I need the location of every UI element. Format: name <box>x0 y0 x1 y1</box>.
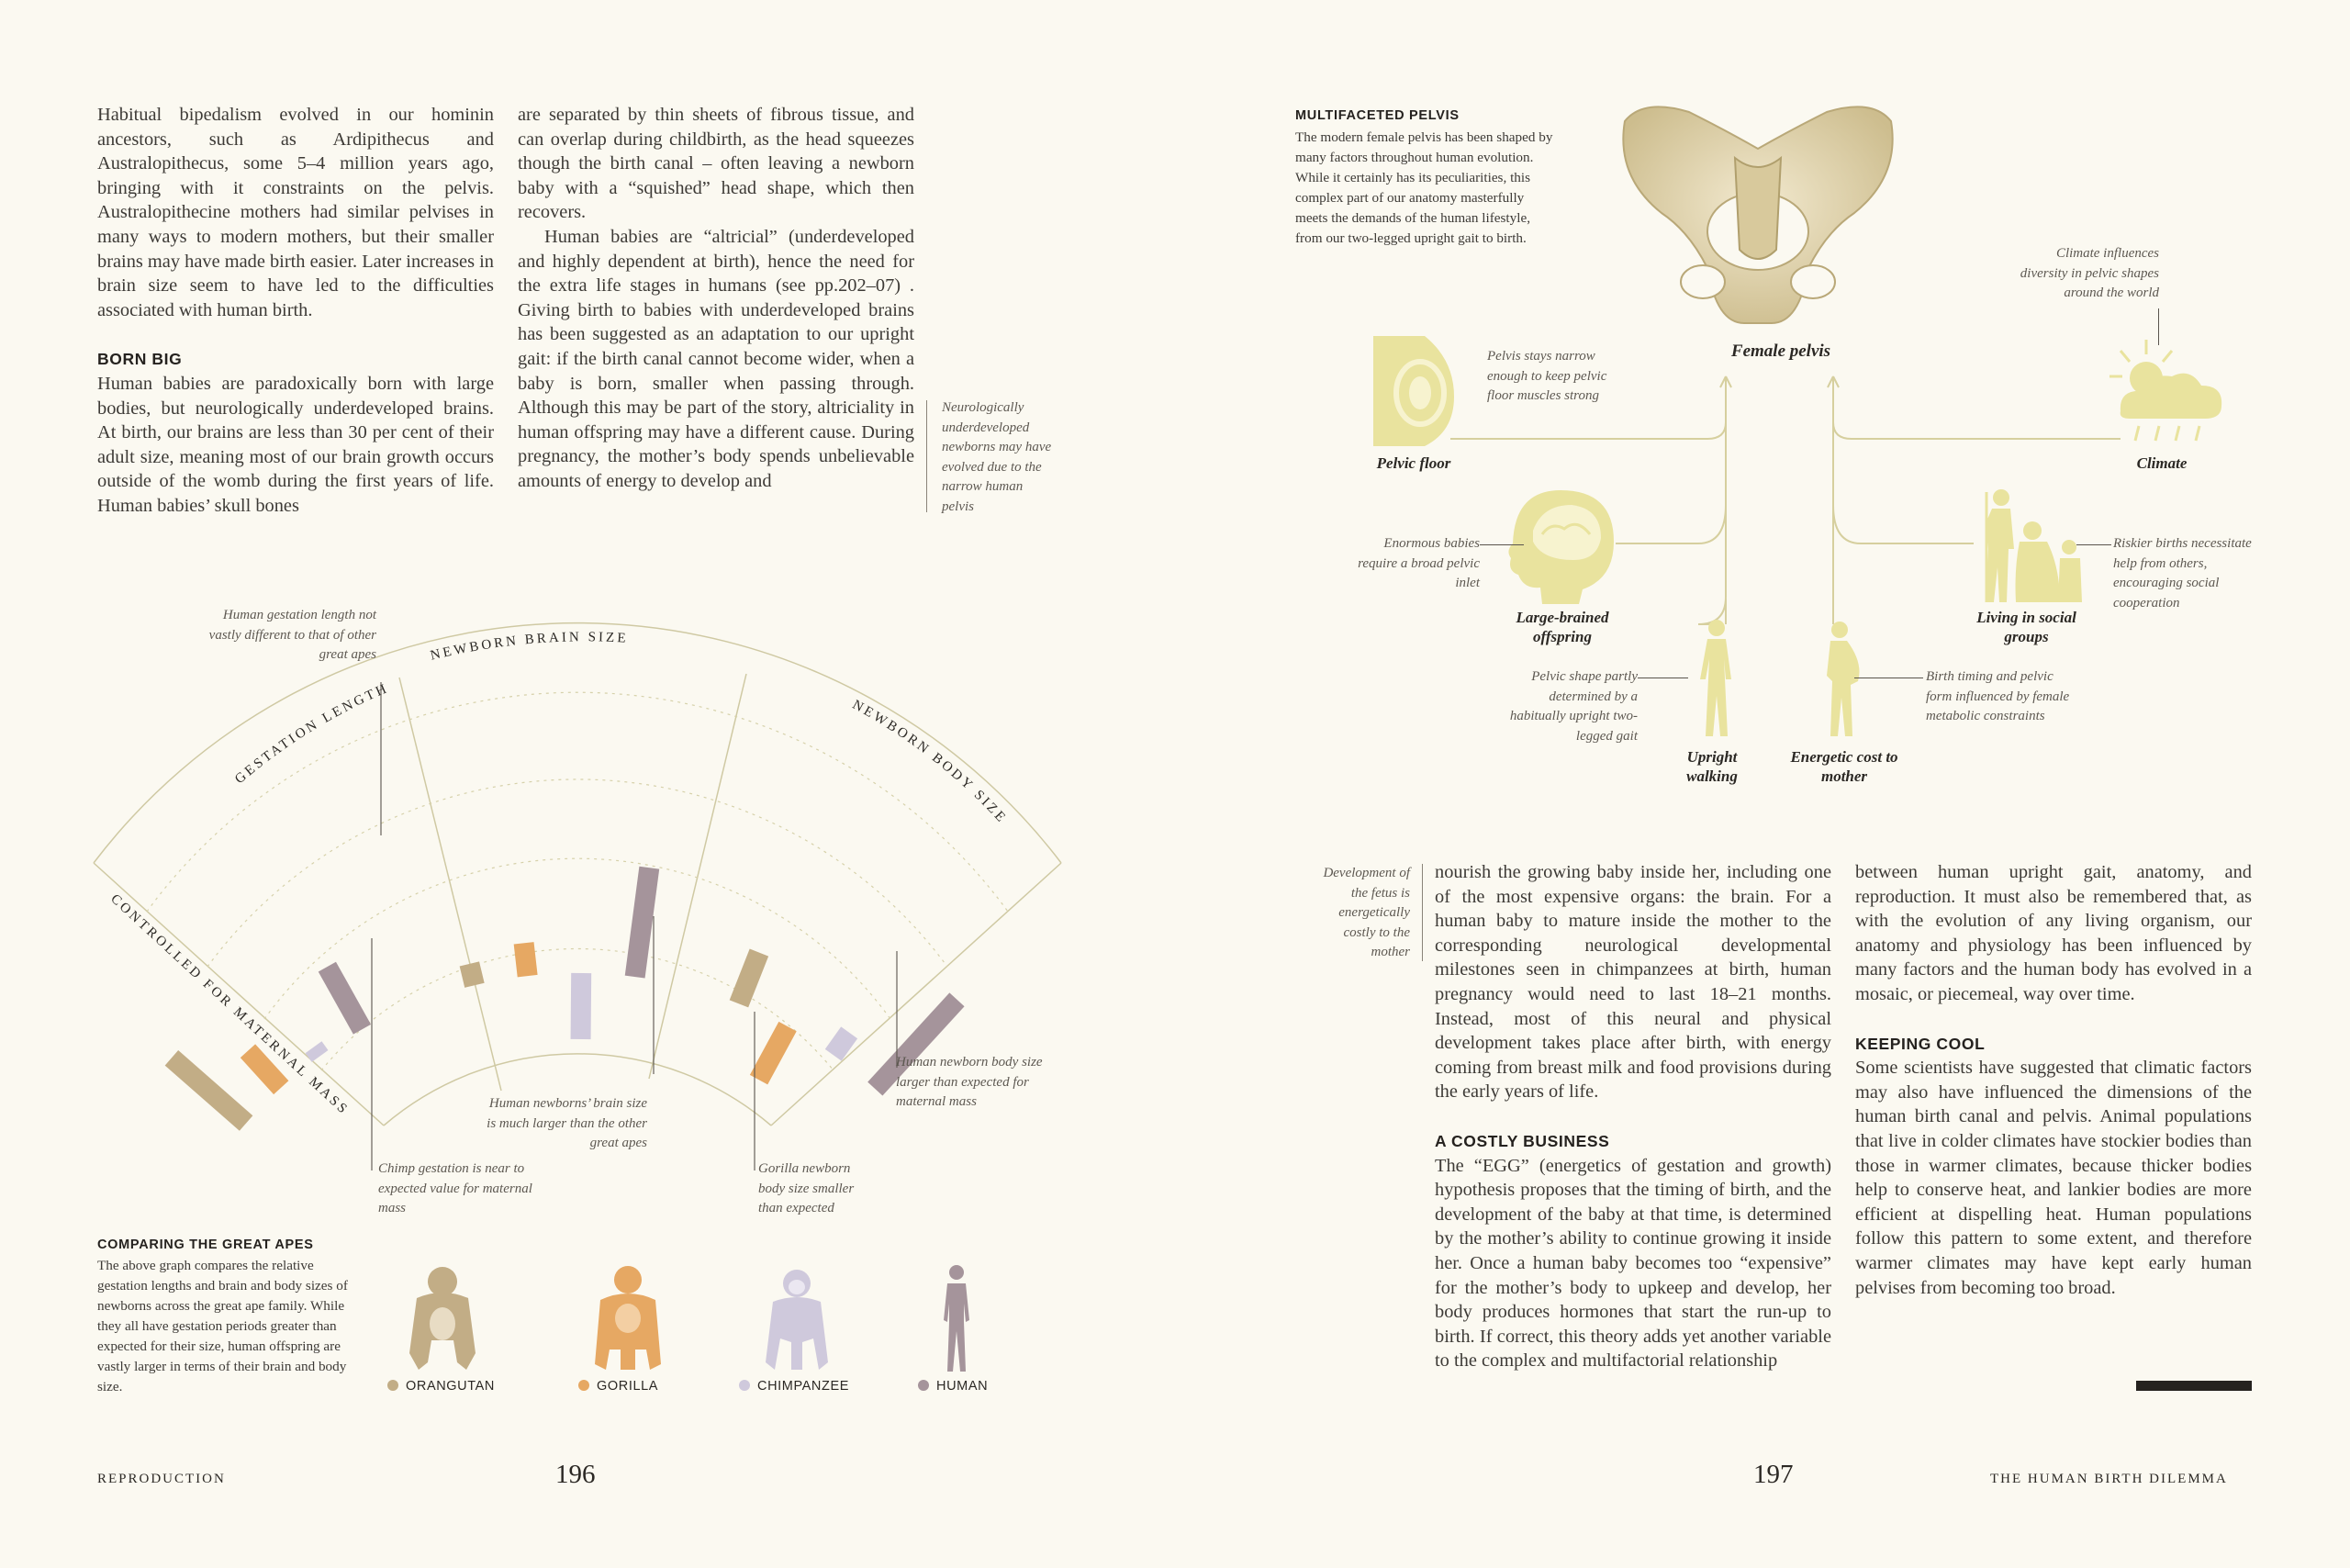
legend-orangutan-label: ORANGUTAN <box>406 1379 495 1394</box>
pelvic-floor-label: Pelvic floor <box>1376 454 1451 472</box>
bar-chimpanzee-1 <box>314 1047 320 1057</box>
energetic-cost-icon <box>1814 621 1869 736</box>
intro-paragraph: Habitual bipedalism evolved in our hominin ancestors, such as Ardipithecus and Australopithecus, some 5–4 million years ago, bringing with it constraints on the pelvis. Australopithecine mothers had similar pelvises in many ways to modern mothers, but their smaller brains may have made birth easier. Later increases in brain size seem to have led to the difficulties associated with human birth. <box>97 105 494 320</box>
offspring-note: Enormous babies require a broad pelvic inlet <box>1358 536 1480 590</box>
right-column-1 <box>1435 860 1831 1373</box>
legend-chimpanzee <box>739 1379 849 1394</box>
bar-orangutan-3 <box>739 953 759 1004</box>
comparing-heading: COMPARING THE GREAT APES <box>97 1238 314 1252</box>
pelvic-floor-note: Pelvis stays narrow enough to keep pelvic floor muscles strong <box>1487 349 1607 403</box>
gorilla-dot <box>578 1380 589 1391</box>
legend-human-label: HUMAN <box>936 1379 989 1394</box>
bar-human-1 <box>327 967 362 1029</box>
costly-business-paragraph: The “EGG” (energetics of gestation and growth) hypothesis proposes that the timing of birth, and the development of the baby at that time, is determined by the mother’s ability to continue growing it inside her. Once a human baby becomes too “expensive” for the mother’s body to upkeep and develop, her body produces hormones that start the run-up to birth. If correct, this theory adds yet another variable to the complex and multifactorial relationship <box>1435 1155 1831 1372</box>
side-note-neurological: Neurologically underdeveloped newborns may have evolved due to the narrow human pelvis <box>942 400 1052 514</box>
bar-gorilla-3 <box>759 1026 788 1080</box>
bar-chimpanzee-2 <box>581 973 582 1039</box>
axis-label-maternal: CONTROLLED FOR MATERNAL MASS <box>107 891 352 1119</box>
pelvis-caption: The modern female pelvis has been shaped by many factors throughout human evolution. While it certainly has its peculiarities, this complex part of our anatomy masterfully meets the demands of the human lifestyle, from our two-legged upright gait to birth. <box>1295 129 1553 246</box>
female-pelvis-label: Female pelvis <box>1730 342 1831 361</box>
note-gorilla: Gorilla newborn body size smaller than expected <box>758 1161 855 1215</box>
page-number-left: 196 <box>555 1460 596 1489</box>
pelvis-heading: MULTIFACETED PELVIS <box>1295 108 1460 123</box>
panel-label-gestation: GESTATION LENGTH <box>232 680 392 788</box>
legend-human <box>918 1379 988 1394</box>
climate-label: Climate <box>2136 454 2188 472</box>
note-body: Human newborn body size larger than expected for maternal mass <box>896 1055 1043 1109</box>
left-column-1 <box>97 103 494 519</box>
born-big-heading: BORN BIG <box>97 350 183 369</box>
social-groups-icon <box>1974 485 2084 604</box>
bar-orangutan-2 <box>469 964 475 985</box>
side-note-development: Development of the fetus is energetically costly to the mother <box>1323 866 1410 959</box>
social-label: Living in social groups <box>1976 609 2076 645</box>
human-icon <box>938 1263 975 1373</box>
footer-left-label: REPRODUCTION <box>97 1472 226 1486</box>
legend-orangutan <box>387 1379 495 1394</box>
chart-bars <box>172 868 957 1123</box>
offspring-label: Large-brained offspring <box>1516 609 1609 645</box>
side-note-rule <box>926 400 927 512</box>
climate-icon <box>2102 334 2227 444</box>
note-chimp: Chimp gestation is near to expected value for maternal mass <box>378 1161 532 1215</box>
social-note-rule <box>2076 544 2111 545</box>
human-dot <box>918 1380 929 1391</box>
right-column-2 <box>1855 860 2252 1300</box>
keeping-cool-heading: KEEPING COOL <box>1855 1034 1986 1053</box>
comparing-caption: The above graph compares the relative gestation lengths and brain and body sizes of newborns across the great ape family. While they all have gestation periods greater than expected for their size, human offspring are vastly larger in terms of their brain and body size. <box>97 1258 348 1394</box>
col2-paragraph-1: are separated by thin sheets of fibrous tissue, and can overlap during childbirth, as the head squeezes though the birth canal – often leaving a newborn baby with a “squished” head shape, which then recovers. <box>518 105 914 223</box>
social-note: Riskier births necessitate help from others, encouraging social cooperation <box>2113 536 2252 610</box>
orangutan-icon <box>406 1261 479 1373</box>
orangutan-dot <box>387 1380 398 1391</box>
right-col1-paragraph: nourish the growing baby inside her, including one of the most expensive organs: the brain. For a human baby to mature inside the mother to the corresponding neurological developmental milestones seen in chimpanzees at birth, human pregnancy would need to last 18–21 months. Instead, most of this neural and physical development takes place after birth, with energy coming from breast milk and food provisions during the early years of life. <box>1435 862 1831 1103</box>
bar-orangutan-1 <box>172 1058 246 1123</box>
note-gestation: Human gestation length not vastly different to that of other great apes <box>208 608 376 662</box>
gorilla-icon <box>591 1261 665 1373</box>
costly-business-heading: A COSTLY BUSINESS <box>1435 1131 1610 1150</box>
large-brained-offspring-icon <box>1505 487 1619 606</box>
right-col2-paragraph: between human upright gait, anatomy, and reproduction. It must also be remembered that, as with the evolution of any living organism, our anatomy and physiology has been influenced by many factors and the human body has evolved in a mosaic, or piecemeal, way over time. <box>1855 862 2252 1004</box>
legend-gorilla-label: GORILLA <box>597 1379 659 1394</box>
walking-note: Pelvic shape partly determined by a habitually upright two-legged gait <box>1509 669 1638 744</box>
upright-walking-icon <box>1689 619 1744 736</box>
footer-right-label: THE HUMAN BIRTH DILEMMA <box>1990 1472 2228 1486</box>
bar-human-2 <box>635 868 650 977</box>
col2-paragraph-2: Human babies are “altricial” (underdeveloped and highly dependent at birth), hence the need for the extra life stages in humans (see pp.202–07) . Giving birth to babies with underdeveloped brains has been suggested as an adaptation to our upright gait: if the birth canal cannot become wider, when a baby is born, smaller when passing through. Although this may be part of the story, altriciality in human offspring may have a different cause. During pregnancy, the mother’s body spends unbelievable amounts of energy to develop and <box>518 226 914 491</box>
offspring-note-rule <box>1480 544 1524 545</box>
bar-gorilla-2 <box>524 943 528 976</box>
section-end-bar <box>2136 1381 2252 1391</box>
left-column-2 <box>518 103 914 494</box>
page-number-right: 197 <box>1753 1460 1794 1489</box>
panel-label-brain: NEWBORN BRAIN SIZE <box>429 630 629 664</box>
born-big-paragraph: Human babies are paradoxically born with large bodies, but neurologically underdeveloped brains. At birth, our brains are less than 30 per cent of their adult size, meaning most of our brain growth occurs outside of the womb during the first years of life. Human babies’ skull bones <box>97 373 494 516</box>
chimpanzee-dot <box>739 1380 750 1391</box>
pelvic-floor-icon <box>1370 332 1458 450</box>
keeping-cool-paragraph: Some scientists have suggested that climatic factors may also have influenced the dimensions of the human birth canal and pelvis. Animal populations that live in colder climates have stockier bodies than those in warmer climates, because thicker bodies help to conserve heat, and lankier bodies are more efficient at dispelling heat. Human populations follow this pattern to some extent, and therefore warmer climates may have kept early human pelvises from becoming too broad. <box>1855 1058 2252 1298</box>
note-brain: Human newborns’ brain size is much larger than the other great apes <box>487 1096 647 1150</box>
bar-chimpanzee-3 <box>834 1033 849 1055</box>
panel-label-body: NEWBORN BODY SIZE <box>849 697 1010 827</box>
legend-chimpanzee-label: CHIMPANZEE <box>757 1379 849 1394</box>
climate-note: Climate influences diversity in pelvic shapes around the world <box>2020 246 2159 300</box>
chimpanzee-icon <box>760 1265 834 1373</box>
climate-note-rule <box>2158 308 2159 345</box>
side-note-dev-rule <box>1422 864 1423 961</box>
legend-gorilla <box>578 1379 658 1394</box>
female-pelvis-illustration <box>1606 94 1909 334</box>
energetic-label: Energetic cost to mother <box>1790 748 1898 785</box>
energetic-note: Birth timing and pelvic form influenced by female metabolic constraints <box>1926 669 2070 723</box>
walking-label: Upright walking <box>1686 748 1738 785</box>
